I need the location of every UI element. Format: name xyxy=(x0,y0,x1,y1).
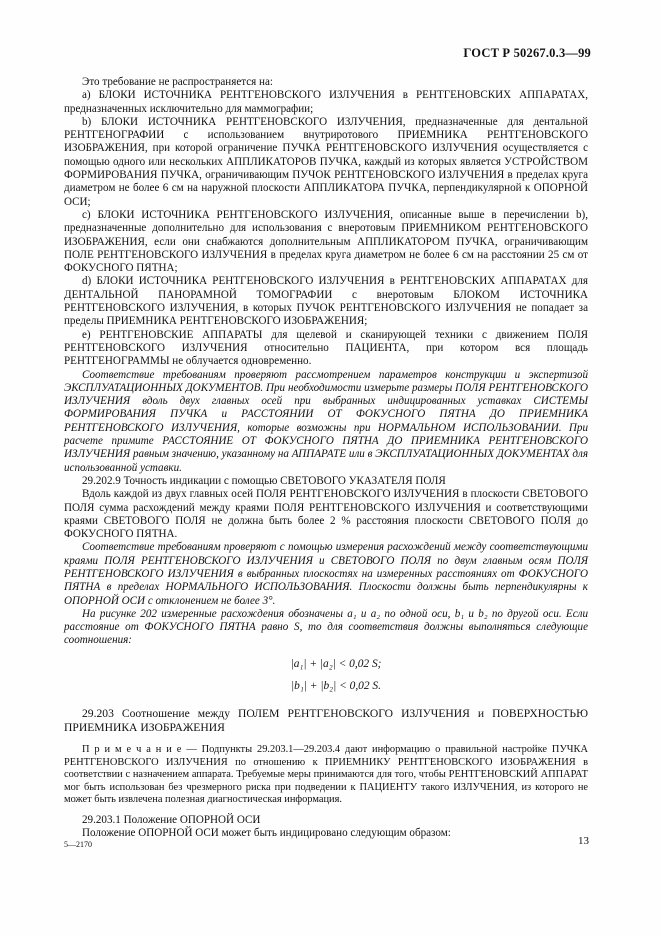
section-heading-29-202-9: 29.202.9 Точность индикации с помощью СВЕТОВОГО УКАЗАТЕЛЯ ПОЛЯ xyxy=(82,474,446,487)
section-heading-29-203-1: 29.203.1 Положение ОПОРНОЙ ОСИ xyxy=(82,813,261,826)
formula-b: |b₁| + |b₂| < 0,02 S. xyxy=(291,680,381,693)
list-item-b: b) БЛОКИ ИСТОЧНИКА РЕНТГЕНОВСКОГО ИЗЛУЧЕНИЯ, предназначенные для дентальной РЕНТГЕНОГРАФИИ с использованием внутриротового ПРИЕМНИКА РЕНТГЕНОВСКОГО ИЗОБРАЖЕНИЯ, при которой ограничение ПУЧКА РЕНТГЕНОВСКОГО ИЗЛУЧЕНИЯ осуществляется с помощью одного или нескольких АППЛИКАТОРОВ ПУЧКА, каждый из которых является УСТРОЙСТВОМ ФОРМИРОВАНИЯ ПУЧКА, ограничивающим ПУЧОК РЕНТГЕНОВСКОГО ИЗЛУЧЕНИЯ в пределах круга диаметром не более 6 см на наружной плоскости АППЛИКАТОРА ПУЧКА, перпендикулярной к ОПОРНОЙ ОСИ; xyxy=(64,115,588,208)
footer-sheet-code: 5—2170 xyxy=(64,840,92,849)
list-item-c: c) БЛОКИ ИСТОЧНИКА РЕНТГЕНОВСКОГО ИЗЛУЧЕНИЯ, описанные выше в перечислении b), предназначенные дополнительно для использования с внеротовым ПРИЕМНИКОМ РЕНТГЕНОВСКОГО ИЗОБРАЖЕНИЯ, если они снабжаются дополнительным АППЛИКАТОРОМ ПУЧКА, ограничивающим ПОЛЕ РЕНТГЕНОВСКОГО ИЗЛУЧЕНИЯ в пределах круга диаметром не более 6 см на расстоянии 25 см от ФОКУСНОГО ПЯТНА; xyxy=(64,208,588,275)
compliance-paragraph-1: Соответствие требованиям проверяют рассмотрением параметров конструкции и экспертизой ЭКСПЛУАТАЦИОННЫХ ДОКУМЕНТОВ. При необходимости измерьте размеры ПОЛЯ РЕНТГЕНОВСКОГО ИЗЛУЧЕНИЯ вдоль двух главных осей при выбранных индицированных уставках СИСТЕМЫ ФОРМИРОВАНИЯ ПУЧКА и РАССТОЯНИИ ОТ ФОКУСНОГО ПЯТНА ДО ПРИЕМНИКА РЕНТГЕНОВСКОГО ИЗЛУЧЕНИЯ, которые возможны при НОРМАЛЬНОМ ИСПОЛЬЗОВАНИИ. При расчете примите РАССТОЯНИЕ ОТ ФОКУСНОГО ПЯТНА ДО ПРИЕМНИКА РЕНТГЕНОВСКОГО ИЗЛУЧЕНИЯ равным значению, указанному на АППАРАТЕ или в ЭКСПЛУАТАЦИОННЫХ ДОКУМЕНТАХ для использованной уставки. xyxy=(64,368,588,474)
paragraph-reference-axis: Положение ОПОРНОЙ ОСИ может быть индицировано следующим образом: xyxy=(82,827,451,840)
section-heading-29-203: 29.203 Соотношение между ПОЛЕМ РЕНТГЕНОВСКОГО ИЗЛУЧЕНИЯ и ПОВЕРХНОСТЬЮ ПРИЕМНИКА ИЗОБРАЖЕНИЯ xyxy=(64,707,588,734)
figure-reference-paragraph: На рисунке 202 измеренные расхождения обозначены a₁ и a₂ по одной оси, b₁ и b₂ по другой оси. Если расстояние от ФОКУСНОГО ПЯТНА равно S, то для соответствия должны выполняться следующие соотношения: xyxy=(64,607,588,647)
document-body xyxy=(64,76,588,841)
list-item-d: d) БЛОКИ ИСТОЧНИКА РЕНТГЕНОВСКОГО ИЗЛУЧЕНИЯ в РЕНТГЕНОВСКИХ АППАРАТАХ для ДЕНТАЛЬНОЙ ПАНОРАМНОЙ ТОМОГРАФИИ с внеротовым БЛОКОМ ИСТОЧНИКА РЕНТГЕНОВСКОГО ИЗЛУЧЕНИЯ, в которых ПУЧОК РЕНТГЕНОВСКОГО ИЗЛУЧЕНИЯ не попадает за пределы ПРИЕМНИКА РЕНТГЕНОВСКОГО ИЗОБРАЖЕНИЯ; xyxy=(64,275,588,328)
list-item-e: e) РЕНТГЕНОВСКИЕ АППАРАТЫ для щелевой и сканирующей техники с движением ПОЛЯ РЕНТГЕНОВСКОГО ИЗЛУЧЕНИЯ относительно ПАЦИЕНТА, при котором вся площадь РЕНТГЕНОГРАММЫ не облучается одновременно. xyxy=(64,328,588,368)
note-paragraph: П р и м е ч а н и е — Подпункты 29.203.1—29.203.4 дают информацию о правильной настройке ПУЧКА РЕНТГЕНОВСКОГО ИЗЛУЧЕНИЯ по отношению к ПРИЕМНИКУ РЕНТГЕНОВСКОГО ИЗОБРАЖЕНИЯ в соответствии с назначением аппарата. Требуемые меры принимаются для того, чтобы РЕНТГЕНОВСКИЙ АППАРАТ мог быть использован без чрезмерного риска при подведении к ПАЦИЕНТУ такого ИЗЛУЧЕНИЯ, из которого не может быть извлечена полезная диагностическая информация. xyxy=(64,743,588,806)
requirement-paragraph: Вдоль каждой из двух главных осей ПОЛЯ РЕНТГЕНОВСКОГО ИЗЛУЧЕНИЯ в плоскости СВЕТОВОГО ПОЛЯ сумма расхождений между краями ПОЛЯ РЕНТГЕНОВСКОГО ИЗЛУЧЕНИЯ и соответствующими краями СВЕТОВОГО ПОЛЯ не должна быть более 2 % расстояния плоскости СВЕТОВОГО ПОЛЯ до ФОКУСНОГО ПЯТНА. xyxy=(64,488,588,541)
list-item-a: a) БЛОКИ ИСТОЧНИКА РЕНТГЕНОВСКОГО ИЗЛУЧЕНИЯ в РЕНТГЕНОВСКИХ АППАРАТАХ, предназначенных исключительно для маммографии; xyxy=(64,89,588,115)
paragraph-intro: Это требование не распространяется на: xyxy=(82,76,273,88)
document-header: ГОСТ Р 50267.0.3—99 xyxy=(463,46,591,60)
formula-a: |a₁| + |a₂| < 0,02 S; xyxy=(290,657,382,670)
page-number: 13 xyxy=(578,835,589,847)
compliance-paragraph-2: Соответствие требованиям проверяют с помощью измерения расхождений между соответствующими краями ПОЛЯ РЕНТГЕНОВСКОГО ИЗЛУЧЕНИЯ и СВЕТОВОГО ПОЛЯ по двум главным осям ПОЛЯ РЕНТГЕНОВСКОГО ИЗЛУЧЕНИЯ в выбранных плоскостях на измеренных расстояниях от ФОКУСНОГО ПЯТНА в пределах НОРМАЛЬНОГО ИСПОЛЬЗОВАНИЯ. Плоскости должны быть перпендикулярны к ОПОРНОЙ ОСИ с отклонением не более 3°. xyxy=(64,541,588,607)
